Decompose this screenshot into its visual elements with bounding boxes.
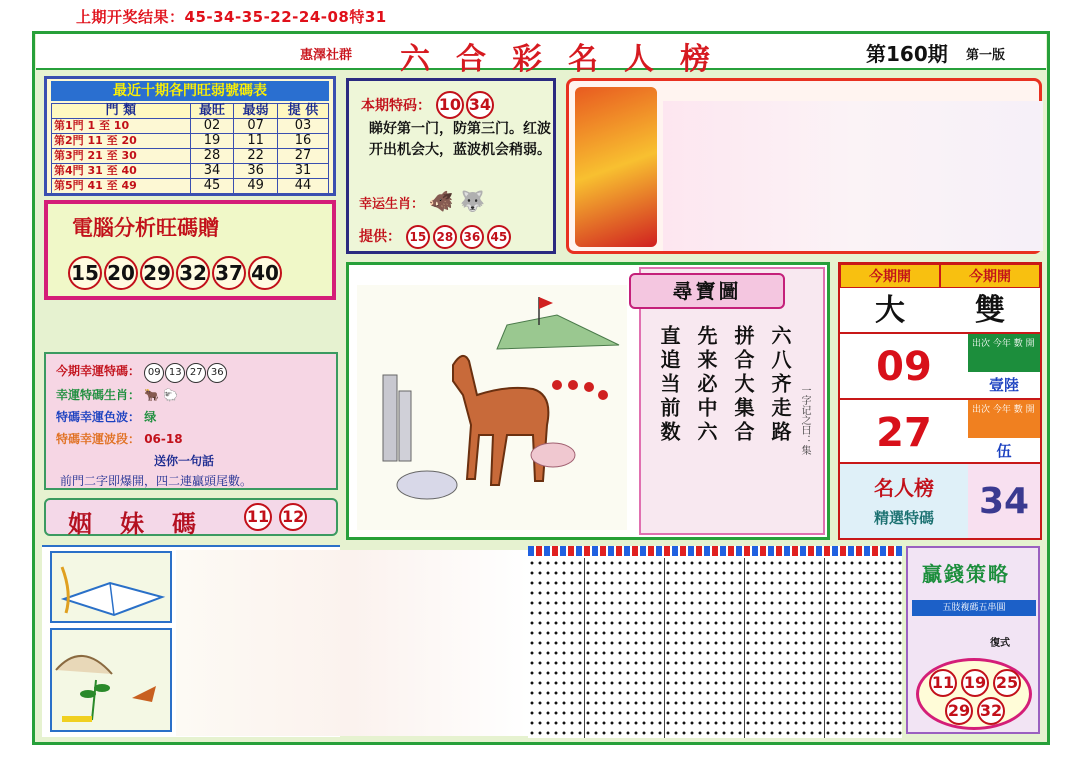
treasure-panel [346, 262, 830, 540]
gate-table-panel [44, 76, 336, 196]
cell-max: 45 [190, 179, 234, 194]
sister-title: 姻妹碼 [68, 509, 224, 538]
select-label: 精選特碼 [873, 509, 934, 527]
number-ball: 32 [176, 256, 210, 290]
banner-panel [566, 78, 1042, 254]
open-number: 09 [840, 332, 968, 398]
cell-min: 36 [234, 164, 278, 179]
cell-max: 02 [190, 119, 234, 134]
win-oval [916, 658, 1032, 730]
number-ball: 32 [977, 697, 1005, 725]
number-ball: 36 [207, 363, 227, 383]
famous-label: 名人榜 [874, 476, 934, 500]
lucky-panel [44, 352, 338, 490]
poem-column: 先来必中六 [694, 325, 718, 445]
cell-provide: 31 [278, 164, 329, 179]
cell-max: 19 [190, 134, 234, 149]
provide-row [359, 225, 514, 249]
treasure-title: 尋寶圖 [629, 273, 785, 309]
number-ball: 12 [279, 503, 307, 531]
gate-table [51, 103, 329, 194]
win-panel [906, 546, 1040, 734]
cell-min: 22 [234, 149, 278, 164]
special-text: 睇好第一门，防第三门。红波开出机会大，蓝波机会稍弱。 [369, 121, 551, 158]
dot-grid [528, 546, 902, 738]
page-title: 六合彩名人榜 [400, 42, 736, 77]
number-ball: 29 [945, 697, 973, 725]
col-header: 提 供 [278, 104, 329, 119]
col-header: 最弱 [234, 104, 278, 119]
lucky-special-label: 今期幸運特碼： [56, 364, 141, 378]
provide-label: 提供： [359, 229, 401, 245]
number-ball: 13 [165, 363, 185, 383]
grid-divider [584, 558, 585, 738]
table-row [52, 179, 329, 194]
camel-illustration [357, 285, 627, 530]
cell-max: 28 [190, 149, 234, 164]
cell-min: 49 [234, 179, 278, 194]
row-label: 第4門 31 至 40 [52, 164, 191, 179]
open-panel [838, 262, 1042, 540]
number-ball: 34 [466, 91, 494, 119]
cell-min: 07 [234, 119, 278, 134]
poem-column: 六八齐走路 [768, 325, 792, 445]
cell-provide: 16 [278, 134, 329, 149]
col-header: 最旺 [190, 104, 234, 119]
poem-column: 拼合大集合 [731, 325, 755, 445]
open-number: 27 [840, 398, 968, 464]
famous-box [840, 462, 968, 538]
number-ball: 28 [433, 225, 457, 249]
number-ball: 11 [929, 669, 957, 697]
fu-label: 復式 [990, 638, 1010, 649]
row-label: 第3門 21 至 30 [52, 149, 191, 164]
computer-balls [68, 256, 282, 290]
dragon-illustration [575, 87, 657, 247]
lucky-zodiac-label: 幸運特碼生肖： [56, 388, 141, 402]
cell-min: 11 [234, 134, 278, 149]
grid-header [528, 546, 902, 556]
cell-max: 34 [190, 164, 234, 179]
count-value: 伍 [996, 442, 1012, 460]
cell-provide: 44 [278, 179, 329, 194]
grid-divider [664, 558, 665, 738]
win-title: 贏錢策略 [922, 562, 1010, 586]
issue-number: 第160期 [866, 42, 948, 66]
lucky-range-label: 特碼幸運波段： [56, 432, 141, 446]
number-ball: 09 [144, 363, 164, 383]
lucky-range-value: 06-18 [144, 432, 183, 446]
number-ball: 25 [993, 669, 1021, 697]
big-label: 大 [875, 293, 905, 328]
lucky-zodiac-row [359, 189, 485, 213]
gate-table-title: 最近十期各門旺弱號碼表 [51, 81, 329, 101]
book-illustration [50, 551, 172, 623]
count-value: 壹陸 [988, 376, 1019, 394]
phrase-title: 送你一句話 [154, 454, 215, 468]
number-ball: 15 [68, 256, 102, 290]
special-label-row [361, 91, 496, 119]
club-name: 惠澤社群 [300, 48, 353, 63]
zodiac-icon: 🐂 🐑 [144, 388, 179, 402]
special-code-panel [346, 78, 556, 254]
famous-number: 34 [968, 462, 1040, 538]
grid-divider [744, 558, 745, 738]
banner-blur [663, 101, 1043, 251]
row-label: 第5門 41 至 49 [52, 179, 191, 194]
lucky-label: 幸运生肖： [359, 197, 425, 212]
col-header: 門 類 [52, 104, 191, 119]
poem-signature: 一字记之曰：集 [799, 385, 810, 455]
computer-title: 電腦分析旺碼贈 [72, 215, 219, 240]
poem-columns [655, 325, 795, 445]
number-ball: 27 [186, 363, 206, 383]
table-row [52, 149, 329, 164]
count-tag: 出次 今年 數 開 [968, 332, 1040, 372]
sister-panel [44, 498, 338, 536]
grid-divider [824, 558, 825, 738]
blurred-area [176, 550, 528, 736]
number-ball: 36 [460, 225, 484, 249]
zodiac-icon: 🐗 🐺 [428, 189, 486, 213]
cell-provide: 27 [278, 149, 329, 164]
table-row [52, 134, 329, 149]
table-row [52, 164, 329, 179]
table-row [52, 119, 329, 134]
count-tag: 出次 今年 數 開 [968, 398, 1040, 438]
row-label: 第1門 1 至 10 [52, 119, 191, 134]
double-label: 雙 [975, 293, 1005, 328]
open-label: 今期開 [840, 264, 940, 288]
special-label: 本期特码： [361, 98, 431, 114]
lucky-color-label: 特碼幸運色波： [56, 410, 141, 424]
row-label: 第2門 11 至 20 [52, 134, 191, 149]
plant-illustration [50, 628, 172, 732]
number-ball: 29 [140, 256, 174, 290]
edition-label: 第一版 [966, 48, 1006, 63]
computer-panel [44, 200, 336, 300]
number-ball: 15 [406, 225, 430, 249]
number-ball: 40 [248, 256, 282, 290]
win-subtitle: 五肢複碼五串圓 [912, 600, 1036, 616]
number-ball: 37 [212, 256, 246, 290]
number-ball: 20 [104, 256, 138, 290]
phrase-text: 前門二字即爆開，四二連贏頭尾數。 [60, 474, 253, 488]
previous-result: 上期开奖结果：45-34-35-22-24-08特31 [76, 8, 387, 26]
number-ball: 10 [436, 91, 464, 119]
cell-provide: 03 [278, 119, 329, 134]
number-ball: 19 [961, 669, 989, 697]
lucky-color-value: 绿 [144, 410, 157, 424]
open-label: 今期開 [940, 264, 1040, 288]
number-ball: 45 [487, 225, 511, 249]
poem-column: 直追当前数 [657, 325, 681, 445]
number-ball: 11 [244, 503, 272, 531]
